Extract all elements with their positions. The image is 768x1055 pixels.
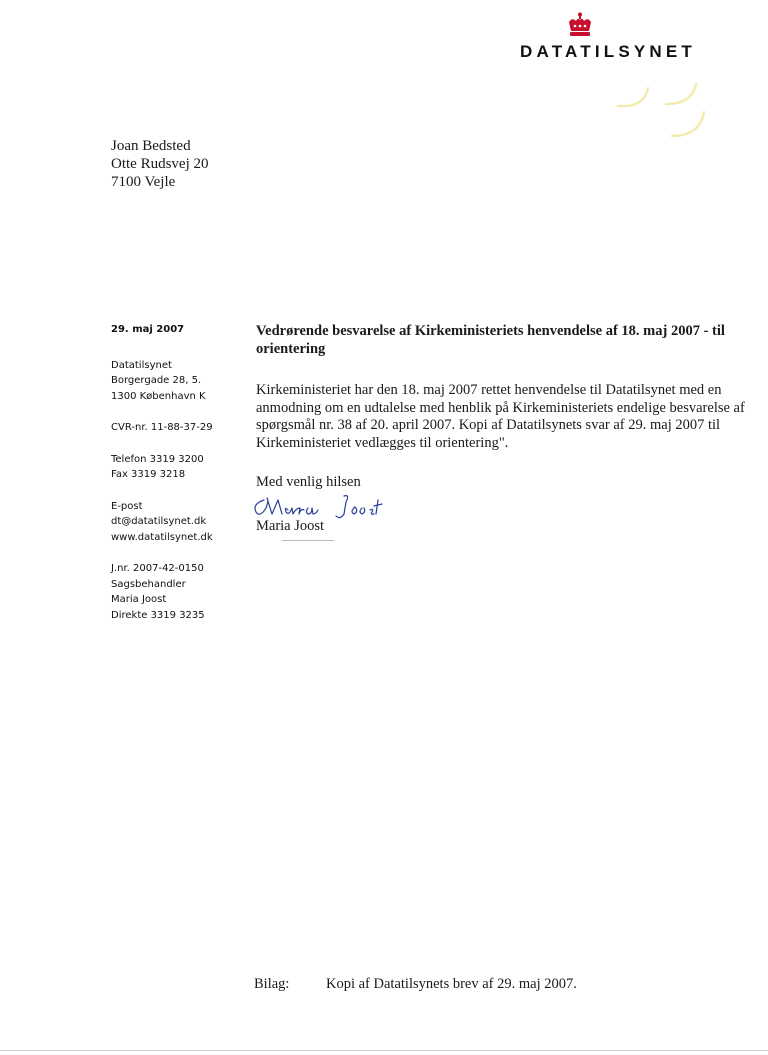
- letter-subject: Vedrørende besvarelse af Kirkeministeriets henvendelse af 18. maj 2007 - til orientering: [256, 323, 725, 357]
- sender-phone: [111, 452, 251, 483]
- sender-city: 1300 København K: [111, 390, 206, 402]
- email-label: E-post: [111, 500, 143, 512]
- case-handler-name: Maria Joost: [111, 594, 167, 605]
- sender-street: Borgergade 28, 5.: [111, 375, 202, 386]
- attachment-line: [254, 976, 577, 993]
- attachment-text: Kopi af Datatilsynets brev af 29. maj 2007.: [326, 976, 577, 992]
- sender-sidebar: [111, 322, 251, 639]
- case-handler-label: Sagsbehandler: [111, 578, 186, 590]
- sender-cvr: [111, 420, 251, 436]
- sender-org: Datatilsynet: [111, 359, 172, 371]
- direct-phone: Direkte 3319 3235: [111, 609, 205, 621]
- crown-icon: [566, 12, 594, 38]
- recipient-street: Otte Rudsvej 20: [111, 156, 209, 172]
- scan-marks: [612, 78, 712, 148]
- sender-contact: [111, 499, 251, 546]
- case-info: [111, 561, 251, 623]
- signature-underline: [282, 540, 334, 541]
- case-number: J.nr. 2007-42-0150: [111, 563, 204, 574]
- recipient-city: 7100 Vejle: [111, 174, 176, 190]
- letter-date: 29. maj 2007: [111, 324, 185, 335]
- website: www.datatilsynet.dk: [111, 531, 213, 543]
- page-bottom-edge: [0, 1050, 768, 1051]
- signer-name: Maria Joost: [256, 518, 325, 534]
- attachment-label: Bilag:: [254, 976, 290, 992]
- recipient-name: Joan Bedsted: [111, 138, 191, 154]
- letter-content: [256, 322, 746, 492]
- letter-body: Kirkeministeriet har den 18. maj 2007 rettet henvendelse til Datatilsynet med en anmodning om en udtalelse med henblik på Kirkeministeriets endelige besvarelse af spørgsmål nr. 38 af 20. april 2007. Kopi af Datatilsynets svar af 29. maj 2007 til Kirkeministeriet vedlægges til orientering".: [256, 382, 745, 451]
- logo-wordmark: DATATILSYNET: [520, 42, 696, 61]
- fax-number: Fax 3319 3218: [111, 469, 186, 480]
- email-address: dt@datatilsynet.dk: [111, 516, 207, 527]
- sender-address: [111, 358, 251, 405]
- recipient-address: [111, 137, 209, 191]
- cvr-number: CVR-nr. 11-88-37-29: [111, 422, 213, 433]
- phone-number: Telefon 3319 3200: [111, 453, 204, 465]
- letter-closing: Med venlig hilsen: [256, 474, 361, 490]
